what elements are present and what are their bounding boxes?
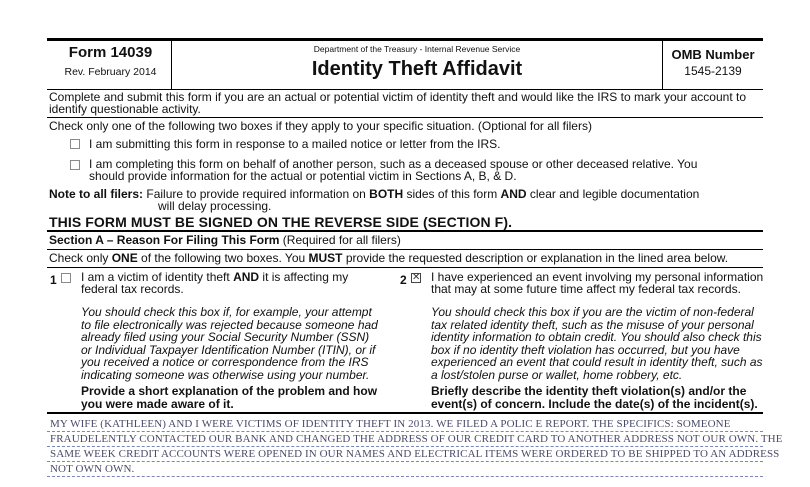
box-1-guidance-line: already filed using your Social Security Number (SSN) [81, 330, 370, 344]
explanation-line: FRAUDELENTLY CONTACTED OUR BANK AND CHANGED THE ADDRESS OF OUR CREDIT CARD TO ANOTHER ADDRESS NOT OUR OWN. THE [50, 433, 783, 445]
check-instruction: Check only one of the following two boxes if they apply to your specific situation. (Optional for all filers) [49, 119, 592, 133]
on-behalf-label-line-2: should provide information for the actual or potential victim in Sections A, B, & D. [89, 169, 517, 183]
box-2-guidance-line: identity information to obtain credit. You should also check this [431, 330, 762, 344]
header-top-rule [47, 38, 763, 41]
signed-notice: THIS FORM MUST BE SIGNED ON THE REVERSE SIDE (SECTION F). [49, 214, 513, 230]
instr-b: of the following two boxes. You [137, 251, 309, 265]
section-a-title: Section A – Reason For Filing This Form [49, 233, 280, 247]
section-a-heading-rule [47, 249, 763, 250]
box-2-guidance [431, 306, 763, 381]
box-2-guidance-line: experienced an event that could result in identity theft, such as [431, 355, 763, 369]
ruled-line [47, 461, 763, 462]
instr-a: Check only [49, 251, 112, 265]
box-1-guidance-line: You should check this box if, for example, your attempt [81, 305, 372, 319]
box-1-prompt-line: you were made aware of it. [81, 396, 234, 411]
section-a-heading [49, 234, 401, 247]
note-text-b: sides of this form [403, 187, 501, 201]
mailed-notice-checkbox[interactable] [70, 139, 80, 149]
box-2-label-line-2: that may at some future time affect my federal tax records. [431, 282, 741, 296]
box-2-number: 2 [400, 273, 407, 287]
note-both: BOTH [369, 187, 404, 201]
note-line-2: will delay processing. [158, 199, 272, 213]
ruled-line [47, 446, 763, 447]
instr-one: ONE [111, 251, 138, 265]
box-1-number: 1 [50, 273, 57, 287]
instr-c: provide the requested description or explanation in the lined area below. [342, 251, 729, 265]
box-1-guidance-line: to file electronically was rejected because someone had [81, 317, 378, 332]
intro-rule [47, 117, 763, 118]
box-1-guidance-line: indicating someone was otherwise using your number. [81, 367, 370, 382]
box-2-label-line-1: I have experienced an event involving my personal information [431, 270, 764, 284]
form-title: Identity Theft Affidavit [311, 58, 523, 80]
section-a-required: (Required for all filers) [279, 233, 401, 247]
box-1-guidance-line: you received a notice or correspondence from the IRS [81, 355, 369, 369]
box-2-prompt-line: event(s) of concern. Include the date(s) of the incident(s). [431, 396, 758, 411]
box-2-guidance-line: box if no identity theft violation has occurred, but you have [431, 342, 740, 357]
note-text-a: Failure to provide required information on [146, 187, 370, 201]
section-a-instruction [49, 252, 728, 265]
box-1-label-line-2: federal tax records. [81, 282, 184, 296]
omb-label: OMB Number [671, 47, 755, 62]
note-line-1 [49, 188, 699, 201]
explanation-line: SAME WEEK CREDIT ACCOUNTS WERE OPENED IN OUR NAMES AND ELECTRICAL ITEMS WERE ORDERED TO BE SHIPPED TO AN ADDRESS [50, 448, 780, 460]
intro-line-2: identify questionable activity. [49, 102, 201, 116]
box-2-guidance-line: You should check this box if you are the victim of non-federal [431, 305, 754, 319]
note-label: Note to all filers: [49, 187, 144, 201]
section-a-top-rule [47, 230, 763, 232]
note-text-c: clear and legible documentation [526, 187, 700, 201]
box-1-guidance-line: or Individual Taxpayer Identification Number (ITIN), or if [81, 342, 376, 357]
box-1-checkbox[interactable] [61, 273, 71, 283]
department-name: Department of the Treasury - Internal Revenue Service [313, 44, 521, 54]
box-2-checkbox[interactable]: ✕ [412, 272, 421, 283]
explanation-line: MY WIFE (KATHLEEN) AND I WERE VICTIMS OF IDENTITY THEFT IN 2013. WE FILED A POLIC E REPORT. THE SPECIFICS: SOMEONE [50, 418, 731, 430]
form-revision: Rev. February 2014 [64, 66, 157, 78]
box-2-guidance-line: a lost/stolen purse or wallet, home robbery, etc. [431, 367, 683, 382]
explanation-line: NOT OWN OWN. [50, 463, 135, 475]
box-1-guidance [81, 306, 378, 381]
section-a-instruction-rule [47, 267, 763, 268]
form-number: Form 14039 [68, 44, 153, 61]
box-1-label-b: it is affecting my [259, 270, 349, 284]
box-2-guidance-line: tax related identity theft, such as the misuse of your personal [431, 317, 754, 332]
on-behalf-checkbox[interactable] [70, 160, 80, 170]
omb-number: 1545-2139 [684, 64, 742, 78]
box-2-prompt-line: Briefly describe the identity theft violation(s) and/or the [431, 384, 747, 398]
mailed-notice-label: I am submitting this form in response to a mailed notice or letter from the IRS. [89, 137, 501, 151]
ruled-line [47, 431, 763, 432]
note-and: AND [500, 187, 527, 201]
box-1-label-and: AND [233, 270, 260, 284]
intro-line-1: Complete and submit this form if you are an actual or potential victim of identity theft and would like the IRS to mark your account to [49, 90, 747, 104]
ruled-line [47, 476, 763, 477]
box-1-prompt-line: Provide a short explanation of the problem and how [81, 384, 378, 398]
box-1-prompt [81, 385, 377, 410]
instr-must: MUST [308, 251, 343, 265]
box-2-prompt [431, 385, 758, 410]
box-1-label-a: I am a victim of identity theft [81, 270, 234, 284]
on-behalf-label-line-1: I am completing this form on behalf of another person, such as a deceased spouse or other deceased relative. You [89, 157, 698, 171]
